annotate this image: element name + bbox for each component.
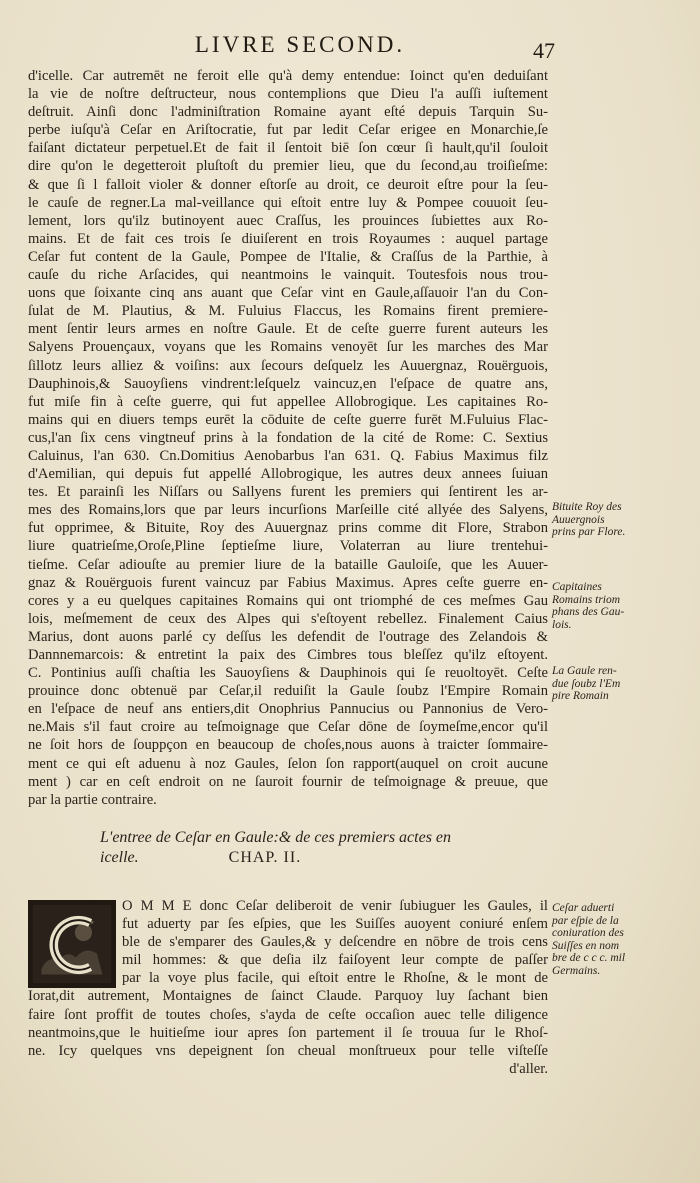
text-line: mil hommes: & que deſia ilz faiſoyent leur compte de paſſer [122, 952, 548, 969]
text-line: Marius, dont auons parlé cy deſſus les defendit de l'outrage des Zelandois & [28, 628, 548, 645]
text-line: ment ſentir leurs armes en noſtre Gaule. Et de ceſte guerre furent auteurs les [28, 321, 548, 338]
text-line: ne ſoit hors de ſouppçon en beaucoup de choſes,nous auons à traicter ſommaire- [28, 737, 548, 754]
text-line: ſillotz leurs alliez & voiſins: aux ſecours deſquelz les Auuergnaz, Rouërguois, [28, 357, 548, 374]
margin-note-line: Romains triom [552, 593, 621, 606]
text-line: mains qui en diuers temps eurēt la cōduite de ceſte guerre furēt M.Fuluius Flac- [28, 411, 548, 428]
text-line: fut miſe fin à ceſte guerre, qui fut appellee Allobrogique. Les capitaines Ro- [28, 393, 548, 410]
margin-note-line: Germains. [552, 964, 601, 977]
text-line: Ceſar fut content de la Gaule, Pompee de l'Italie, & Craſſus de la Parthie, à [28, 248, 548, 265]
chapter-title-line1: L'entree de Ceſar en Gaule:& de ces premiers actes en [100, 829, 452, 846]
text-line: gnaz & Rouërguois furent vaincuz par Fabius Maximus. Apres ceſte guerre en- [28, 574, 548, 591]
text-line: Dannnemarcois: & entretint la paix des Cimbres tous bleſſez qu'ilz eſtoyent. [28, 647, 548, 663]
text-line: cauſe du riche Arſacides, qui neantmoins le vainquit. Toutesfois nous trou- [28, 267, 548, 284]
text-line: mains. Et de fait ces trois ſe diuiſerent en trois Royaumes : auquel partage [28, 230, 548, 247]
text-line: & que ſi l falloit violer & donner eſtorſe au droit, ce deuroit eſtre pour la ſeu- [28, 176, 548, 193]
text-line: C. Pontinius auſſi chaſtia les Sauoyſiens & Dauphinois qui ſe reuoltoyēt. Ceſte [28, 665, 548, 682]
margin-note-line: bre de c c c. mil [552, 952, 626, 964]
text-line: la vie de noſtre deſtructeur, nous contemplions que Dieu l'a auſſi iuſtement [28, 86, 548, 103]
text-line: perbe iuſqu'à Ceſar en Ariſtocratie, fut par ledit Ceſar erigee en Monarchie,ſe [28, 122, 548, 139]
text-line: Dauphinois,& Sauoyſiens vindrent:leſquelz vaincuz,en l'eſpace de quatre ans, [28, 375, 548, 392]
text-line: lois, meſmement de ceux des Alpes qui s'eſtoyent rebellez. Finalement Caius [28, 610, 548, 627]
page-header [30, 32, 570, 58]
text-line: faire ſont proffit de toutes choſes, s'ayda de ceſte occaſion auec telle diligence [28, 1006, 548, 1023]
chapter-heading [100, 828, 520, 868]
text-line: ſulat de M. Plautius, & M. Fuluius Flaccus, les Romains firent premiere- [28, 303, 548, 320]
text-line: ne. Icy quelques vns depeignent ſon cheual monſtrueux pour telle viſteſſe [28, 1042, 548, 1059]
margin-note-line: Suiſſes en nom [552, 939, 620, 952]
margin-note-bituite [552, 501, 692, 539]
text-line: mes des Romains,lors que par leurs incurſions Marſeille cité allyée des Salyens, [28, 502, 548, 519]
margin-note-line: coniuration des [552, 927, 624, 939]
text-line: tieſme. Ceſar adiouſte au premier liure de la bataille Gauloiſe, que les Auuer- [28, 556, 548, 573]
text-line: liure quatrieſme,Oroſe,Pline ſeptieſme liure, Volaterran au liure trentehui- [28, 538, 548, 555]
margin-note-line: due ſoubz l'Em [552, 677, 621, 690]
text-line: en l'eſpace de neuf ans entiers,dit Onophrius Pannucius ou Pannonius de Vero- [28, 701, 548, 718]
text-line: cores y a eu quelques capitaines Romains qui ont triomphé de ces meſmes Gau [28, 592, 548, 609]
page-number: 47 [533, 38, 555, 63]
margin-note-line: Bituite Roy des [552, 501, 622, 513]
margin-note-line: Auuergnois [552, 513, 605, 526]
margin-note-line: phans des Gau- [552, 606, 625, 618]
text-line: fut aduerty par ſes eſpies, que les Suiſſes auoyent coniuré enſem [122, 916, 548, 933]
text-line: ment ) car en ceſt endroit on ne ſauroit fournir de teſmoignage & preuue, que [28, 773, 548, 790]
text-line: Caluinus, l'an 630. Cn.Domitius Aenobarbus l'an 631. Q. Fabius Maximus filz [28, 447, 548, 464]
margin-note-line: Ceſar aduerti [552, 902, 615, 914]
text-line: le cauſe de regner.La mal-veillance qui eſtoit entre luy & Pompee couuoit ſeu- [28, 194, 548, 211]
margin-note-line: pire Romain [552, 690, 609, 702]
margin-note-line: par eſpie de la [552, 914, 619, 927]
margin-note-line: La Gaule ren- [552, 665, 617, 677]
text-line: deſtruit. Ainſi donc l'adminiſtration Romaine ayant eſté depuis Tarquin Su- [28, 104, 548, 121]
text-line: cus,l'an ſix cens vingtneuf prins à la fondation de la cité de Rome: C. Sextius [28, 429, 548, 446]
text-line: ble de s'emparer des Gaules,& y deſcendre en nōbre de trois cens [122, 934, 548, 951]
text-line: uons que ſoixante cinq ans auant que Ceſar vint en Gaule,aſſauoir l'an du Con- [28, 285, 548, 302]
text-line: O M M E donc Ceſar deliberoit de venir ſubiuguer les Gaules, il [122, 898, 548, 914]
body-text [28, 67, 548, 809]
margin-note-gaule [552, 665, 692, 703]
text-line: d'aller. [509, 1060, 548, 1077]
text-line: par la partie contraire. [28, 791, 157, 808]
text-line: dire qu'on le degetteroit pluſtoſt du premier lieu, que du ſecond,au troiſieſme: [28, 158, 548, 175]
text-line: ment ce qui eſt aduenu à noz Gaules, ſelon ſon rapport(auquel on croit aucune [28, 755, 548, 772]
text-line: d'icelle. Car autremēt ne feroit elle qu'à demy entendue: Ioinct qu'en deduiſant [28, 68, 548, 84]
chapter-title-line2: icelle. [100, 849, 139, 866]
margin-note-capitaines [552, 581, 692, 631]
text-line: Salyens Prouençaux, voyans que les Romains venoyēt ſur les marches des Mar [28, 339, 548, 356]
text-line: faiſant dictateur perpetuel.Et de fait il ſentoit biē ſon cœur ſi hault,qu'il ſouloit [28, 140, 548, 157]
margin-note-line: lois. [552, 618, 572, 631]
text-line: prouince donc obtenuë par Ceſar,il reduiſit la Gaule ſoubz l'Empire Romain [28, 683, 548, 700]
text-line: ne.Mais s'il faut croire au teſmoignage que Ceſar dōne de ſoymeſme,encor qu'il [28, 719, 548, 736]
text-line: lement, lors qu'ilz butinoyent auec Craſſus, les prouinces ſubiettes aux Ro- [28, 212, 548, 229]
text-line: d'Aemilian, qui depuis fut appellé Allobrogique, les autres deux annees ſuiuan [28, 466, 548, 483]
text-line: tes. Et parainſi les Niſſars ou Sallyens furent les premiers qui ſentirent les ar- [28, 484, 548, 501]
chapter-body [28, 897, 548, 1078]
margin-note-line: Capitaines [552, 581, 602, 593]
margin-note-line: prins par Flore. [552, 526, 626, 538]
text-line: Iorat,dit autrement, Montaignes de ſainct Claude. Parquoy luy ſachant bien [28, 988, 548, 1005]
text-line: par la voye plus facile, qui eſtoit entre le Rhoſne, & le mont de [122, 970, 548, 987]
text-line: fut opprimee, & Bituite, Roy des Auuergnaz prins comme dit Flore, Strabon [28, 520, 548, 537]
chapter-label: CHAP. II. [228, 849, 302, 866]
margin-note-cesar [552, 902, 692, 977]
running-head: LIVRE SECOND. [194, 32, 406, 57]
text-line: neantmoins,que le huitieſme iour apres ſon partement il ſe trouua ſur le Rhoſ- [28, 1024, 548, 1041]
